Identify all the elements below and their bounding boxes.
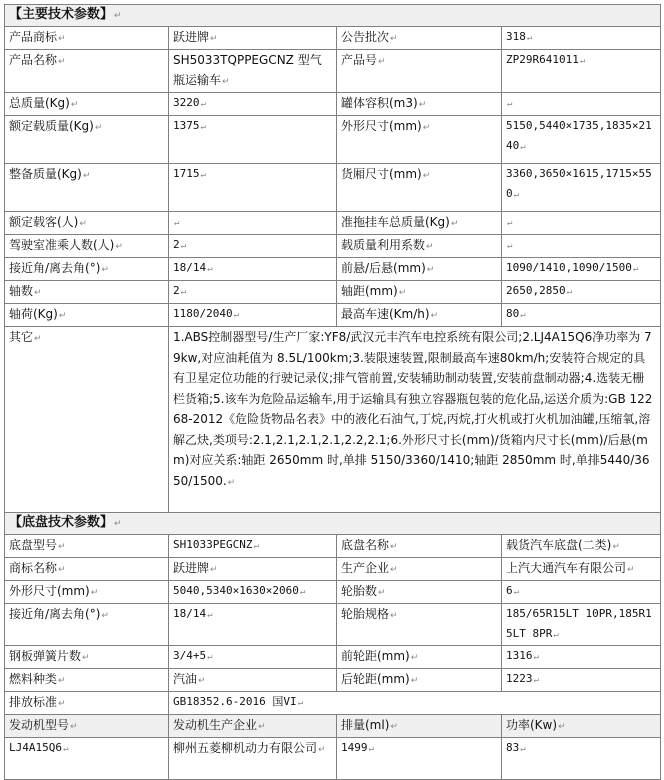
spec-value: 2↵ [169, 281, 337, 304]
spec-label: 额定载客(人)↵ [5, 212, 169, 235]
spec-label: 货厢尺寸(mm)↵ [337, 164, 502, 212]
spec-value: 1715↵ [169, 164, 337, 212]
engine-cell: 83↵ [502, 738, 661, 780]
engine-cell: 1499↵ [337, 738, 502, 780]
spec-label: 燃料种类↵ [5, 669, 169, 692]
spec-label: 生产企业↵ [337, 558, 502, 581]
spec-value: 1180/2040↵ [169, 304, 337, 327]
spec-label: 前悬/后悬(mm)↵ [337, 258, 502, 281]
spec-label: 前轮距(mm)↵ [337, 646, 502, 669]
spec-value: 2↵ [169, 235, 337, 258]
emission-label: 排放标准↵ [5, 692, 169, 715]
engine-header-row [5, 715, 661, 738]
spec-label: 外形尺寸(mm)↵ [5, 581, 169, 604]
spec-value: ↵ [502, 235, 661, 258]
spec-table [4, 4, 661, 780]
emission-row [5, 692, 661, 715]
spec-label: 轴数↵ [5, 281, 169, 304]
spec-value: 跃进牌↵ [169, 558, 337, 581]
spec-value: 载货汽车底盘(二类)↵ [502, 535, 661, 558]
main-spec-row [5, 93, 661, 116]
spec-label: 整备质量(Kg)↵ [5, 164, 169, 212]
spec-label: 商标名称↵ [5, 558, 169, 581]
spec-value: 318↵ [502, 27, 661, 50]
spec-value: ZP29R641011↵ [502, 50, 661, 93]
chassis-section-title: 【底盘技术参数】↵ [5, 513, 661, 535]
spec-label: 外形尺寸(mm)↵ [337, 116, 502, 164]
spec-value: 3360,3650×1615,1715×550↵ [502, 164, 661, 212]
chassis-spec-row [5, 646, 661, 669]
main-spec-row [5, 27, 661, 50]
spec-value: 3220↵ [169, 93, 337, 116]
spec-value: 5150,5440×1735,1835×2140↵ [502, 116, 661, 164]
spec-label: 轮胎数↵ [337, 581, 502, 604]
spec-label: 罐体容积(m3)↵ [337, 93, 502, 116]
main-spec-row [5, 235, 661, 258]
engine-cell: LJ4A15Q6↵ [5, 738, 169, 780]
spec-value: 上汽大通汽车有限公司↵ [502, 558, 661, 581]
spec-value: 2650,2850↵ [502, 281, 661, 304]
chassis-spec-row [5, 604, 661, 646]
main-spec-row [5, 258, 661, 281]
spec-value: ↵ [502, 93, 661, 116]
other-label: 其它↵ [5, 327, 169, 513]
spec-label: 驾驶室准乘人数(人)↵ [5, 235, 169, 258]
spec-label: 产品商标↵ [5, 27, 169, 50]
main-spec-row [5, 50, 661, 93]
spec-value: 1090/1410,1090/1500↵ [502, 258, 661, 281]
spec-label: 底盘型号↵ [5, 535, 169, 558]
spec-label: 后轮距(mm)↵ [337, 669, 502, 692]
engine-column-header: 功率(Kw)↵ [502, 715, 661, 738]
spec-label: 底盘名称↵ [337, 535, 502, 558]
engine-data-row [5, 738, 661, 780]
chassis-section-header-row [5, 513, 661, 535]
spec-value: 3/4+5↵ [169, 646, 337, 669]
main-spec-row [5, 281, 661, 304]
spec-label: 总质量(Kg)↵ [5, 93, 169, 116]
engine-column-header: 发动机生产企业↵ [169, 715, 337, 738]
chassis-spec-row [5, 581, 661, 604]
spec-label: 轴荷(Kg)↵ [5, 304, 169, 327]
spec-label: 轴距(mm)↵ [337, 281, 502, 304]
main-spec-row [5, 164, 661, 212]
spec-label: 公告批次↵ [337, 27, 502, 50]
other-notes-text: 1.ABS控制器型号/生产厂家:YF8/武汉元丰汽车电控系统有限公司;2.LJ4A15Q6净功率为 79kw,对应油耗值为 8.5L/100km;3.装限速装置,限制最高车速80km/h;安装符合规定的具有卫星定位功能的行驶记录仪;排气管前置,安装辅助制动装置,安装前盘制动器;4.选装无栅栏货箱;5.该车为危险品运输车,用于运输具有独立容器瓶包装的危化品,运送介质为:GB 12268-2012《危险货物品名表》中的液化石油气,丁烷,丙烷,打火机或打火机加油罐,压缩氧,溶解乙炔,类项号:2.1,2.1,2.1,2.1,2.2,2.1;6.外形尺寸长(mm)/货箱内尺寸长(mm)/后悬(mm)对应关系:轴距 2650mm 时,单排 5150/3360/1410;轴距 2850mm 时,单排5440/3650/1500.↵ [169, 327, 661, 513]
spec-value: 18/14↵ [169, 258, 337, 281]
spec-value: 汽油↵ [169, 669, 337, 692]
chassis-spec-row [5, 558, 661, 581]
spec-value: 185/65R15LT 10PR,185R15LT 8PR↵ [502, 604, 661, 646]
spec-label: 载质量利用系数↵ [337, 235, 502, 258]
main-spec-row [5, 304, 661, 327]
spec-value: ↵ [169, 212, 337, 235]
spec-value: SH1033PEGCNZ↵ [169, 535, 337, 558]
chassis-spec-row [5, 535, 661, 558]
engine-cell: 柳州五菱柳机动力有限公司↵ [169, 738, 337, 780]
spec-value: 1316↵ [502, 646, 661, 669]
main-spec-row [5, 212, 661, 235]
main-section-title: 【主要技术参数】↵ [5, 5, 661, 27]
spec-label: 接近角/离去角(°)↵ [5, 258, 169, 281]
spec-label: 额定载质量(Kg)↵ [5, 116, 169, 164]
spec-value: 18/14↵ [169, 604, 337, 646]
spec-value: 1375↵ [169, 116, 337, 164]
engine-column-header: 发动机型号↵ [5, 715, 169, 738]
main-section-header-row [5, 5, 661, 27]
spec-label: 产品号↵ [337, 50, 502, 93]
spec-label: 轮胎规格↵ [337, 604, 502, 646]
emission-value: GB18352.6-2016 国VI↵ [169, 692, 661, 715]
chassis-spec-row [5, 669, 661, 692]
spec-value: 6↵ [502, 581, 661, 604]
main-spec-row [5, 116, 661, 164]
spec-value: 1223↵ [502, 669, 661, 692]
other-notes-row [5, 327, 661, 513]
spec-value: 80↵ [502, 304, 661, 327]
spec-value: 跃进牌↵ [169, 27, 337, 50]
spec-value: 5040,5340×1630×2060↵ [169, 581, 337, 604]
spec-label: 钢板弹簧片数↵ [5, 646, 169, 669]
spec-label: 最高车速(Km/h)↵ [337, 304, 502, 327]
spec-value: ↵ [502, 212, 661, 235]
spec-value: SH5033TQPPEGCNZ 型气瓶运输车↵ [169, 50, 337, 93]
spec-label: 产品名称↵ [5, 50, 169, 93]
engine-column-header: 排量(ml)↵ [337, 715, 502, 738]
spec-label: 接近角/离去角(°)↵ [5, 604, 169, 646]
spec-label: 准拖挂车总质量(Kg)↵ [337, 212, 502, 235]
